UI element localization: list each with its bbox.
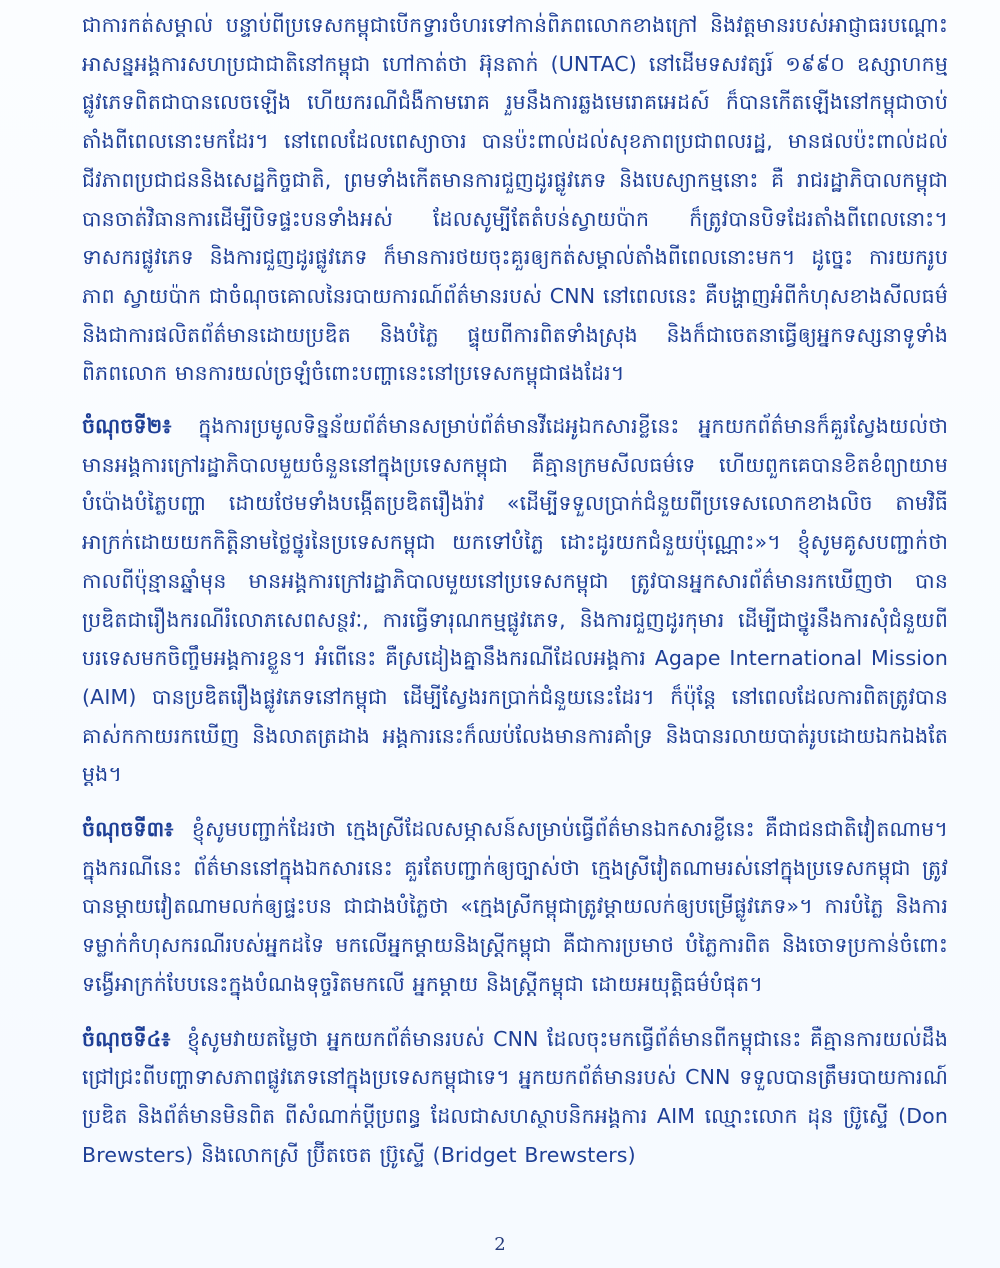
document-body (82, 6, 948, 1190)
paragraph-text: ជាការកត់សម្គាល់ បន្ទាប់ពីប្រទេសកម្ពុជាបើកទ្វារចំហរទៅកាន់ពិភពលោកខាងក្រៅ និងវត្តមានរបស់អាជ្ញាធរបណ្តោះអាសន្នអង្គការសហប្រជាជាតិនៅកម្ពុជា ហៅកាត់ថា អ៊ុនតាក់ (UNTAC) នៅដើមទសវត្សរ៍ ១៩៩០ ឧស្សាហកម្មផ្លូវភេទពិតជាបានលេចឡើង ហើយករណីជំងឺកាមរោគ រួមនឹងការឆ្លងមេរោគអេដស៍ ក៏បានកើតឡើងនៅកម្ពុជាចាប់តាំងពីពេលនោះមកដែរ។ នៅពេលដែលពេស្យាចារ បានប៉ះពាល់ដល់សុខភាពប្រជាពលរដ្ឋ, មានផលប៉ះពាល់ដល់ជីវភាពប្រជាជននិងសេដ្ឋកិច្ចជាតិ, ព្រមទាំងកើតមានការជួញដូរផ្លូវភេទ និងបេស្យាកម្មនោះ គឺ រាជរដ្ឋាភិបាលកម្ពុជា បានចាត់វិធានការដើម្បីបិទផ្ទះបនទាំងអស់ ដែលសូម្បីតែតំបន់ស្វាយប៉ាក ក៏ត្រូវបានបិទដែរតាំងពីពេលនោះ។ ទាសករផ្លូវភេទ និងការជួញដូរផ្លូវភេទ ក៏មានការថយចុះគួរឲ្យកត់សម្គាល់តាំងពីពេលនោះមក។ ដូច្នេះ ការយករូបភាព ស្វាយប៉ាក ជាចំណុចគោលនៃរបាយការណ៍ព័ត៌មានរបស់ CNN នៅពេលនេះ គឺបង្ហាញអំពីកំហុសខាងសីលធម៌ និងជាការផលិតព័ត៌មានដោយប្រឌិត និងបំភ្លៃ ផ្ទុយពីការពិតទាំងស្រុង និងក៏ជាចេតនាធ្វើឲ្យអ្នកទស្សនាទូទាំងពិភពលោក មានការយល់ច្រឡំចំពោះបញ្ហានេះនៅប្រទេសកម្ពុជាផងដែរ។ (82, 13, 948, 386)
paragraph-point-3 (82, 810, 948, 1004)
point-3-text: ខ្ញុំសូមបញ្ជាក់ដែរថា ក្មេងស្រីដែលសម្ភាសន៍សម្រាប់ធ្វើព័ត៌មានឯកសារខ្លីនេះ គឺជាជនជាតិវៀតណាម។ ក្នុងករណីនេះ ព័ត៌មាននៅក្នុងឯកសារនេះ គួរតែបញ្ជាក់ឲ្យច្បាស់ថា ក្មេងស្រីវៀតណាមរស់នៅក្នុងប្រទេសកម្ពុជា ត្រូវបានម្តាយវៀតណាមលក់ឲ្យផ្ទះបន ជាជាងបំភ្លៃថា «ក្មេងស្រីកម្ពុជាត្រូវម្តាយលក់ឲ្យបម្រើផ្លូវភេទ»។ ការបំភ្លៃ និងការទម្លាក់កំហុសករណីរបស់អ្នកដទៃ មកលើអ្នកម្តាយនិងស្ត្រីកម្ពុជា គឺជាការប្រមាថ បំភ្លៃការពិត និងចោទប្រកាន់ចំពោះទង្វើអាក្រក់បែបនេះក្នុងបំណងទុច្ចរិតមកលើ អ្នកម្តាយ និងស្ត្រីកម្ពុជា ដោយអយុត្តិធម៌បំផុត។ (82, 817, 948, 996)
point-2-heading: ចំណុចទី២៖ (82, 414, 172, 439)
point-3-heading: ចំណុចទី៣៖ (82, 817, 174, 842)
paragraph-intro (82, 6, 948, 393)
paragraph-point-4 (82, 1020, 948, 1175)
point-4-text: ខ្ញុំសូមវាយតម្លៃថា អ្នកយកព័ត៌មានរបស់ CNN ដែលចុះមកធ្វើព័ត៌មានពីកម្ពុជានេះ គឺគ្មានការយល់ដឹងជ្រៅជ្រះពីបញ្ហាទាសភាពផ្លូវភេទនៅក្នុងប្រទេសកម្ពុជាទេ។ អ្នកយកព័ត៌មានរបស់ CNN ទទួលបានត្រឹមរបាយការណ៍ប្រឌិត និងព័ត៌មានមិនពិត ពីសំណាក់ប្តីប្រពន្ធ ដែលជាសហស្ថាបនិកអង្គការ AIM ឈ្មោះលោក ដុន ប្រ៊ូស្ទើ (Don Brewsters) និងលោកស្រី ប្រ៊ីតចេត ប្រ៊ូស្ទើ (Bridget Brewsters) (82, 1026, 948, 1167)
page-number: 2 (494, 1234, 506, 1255)
paragraph-point-2 (82, 407, 948, 794)
point-2-text: ក្នុងការប្រមូលទិន្នន័យព័ត៌មានសម្រាប់ព័ត៌មានវីដេអូឯកសារខ្លីនេះ អ្នកយកព័ត៌មានក៏គួរស្វែងយល់ថា មានអង្គការក្រៅរដ្ឋាភិបាលមួយចំនួននៅក្នុងប្រទេសកម្ពុជា គឺគ្មានក្រមសីលធម៌ទេ ហើយពួកគេបានខិតខំព្យាយាមបំប៉ោងបំភ្លៃបញ្ហា ដោយថែមទាំងបង្កើតប្រឌិតរឿងរ៉ាវ «ដើម្បីទទួលប្រាក់ជំនួយពីប្រទេសលោកខាងលិច តាមវិធីអាក្រក់ដោយយកកិត្តិនាមថ្លៃថ្នូរនៃប្រទេសកម្ពុជា យកទៅបំភ្លៃ ដោះដូរយកជំនួយប៉ុណ្ណោះ»។ ខ្ញុំសូមគូសបញ្ជាក់ថា កាលពីប៉ុន្មានឆ្នាំមុន មានអង្គការក្រៅរដ្ឋាភិបាលមួយនៅប្រទេសកម្ពុជា ត្រូវបានអ្នកសារព័ត៌មានរកឃើញថា បានប្រឌិតជារឿងករណីរំលោភសេពសន្ថវៈ, ការធ្វើទារុណកម្មផ្លូវភេទ, និងការជួញដូរកុមារ ដើម្បីជាថ្នូរនឹងការសុំជំនួយពីបរទេសមកចិញ្ចឹមអង្គការខ្លួន។ អំពើនេះ គឺស្រដៀងគ្នានឹងករណីដែលអង្គការ Agape International Mission (AIM) បានប្រឌិតរឿងផ្លូវភេទនៅកម្ពុជា ដើម្បីស្វែងរកប្រាក់ជំនួយនេះដែរ។ ក៏ប៉ុន្តែ នៅពេលដែលការពិតត្រូវបានគាស់កកាយរកឃើញ និងលាតត្រដាង អង្គការនេះក៏ឈប់លែងមានការគាំទ្រ និងបានរលាយបាត់រូបដោយឯកឯងតែម្តង។ (82, 414, 949, 787)
point-4-heading: ចំណុចទី៤៖ (82, 1026, 171, 1051)
